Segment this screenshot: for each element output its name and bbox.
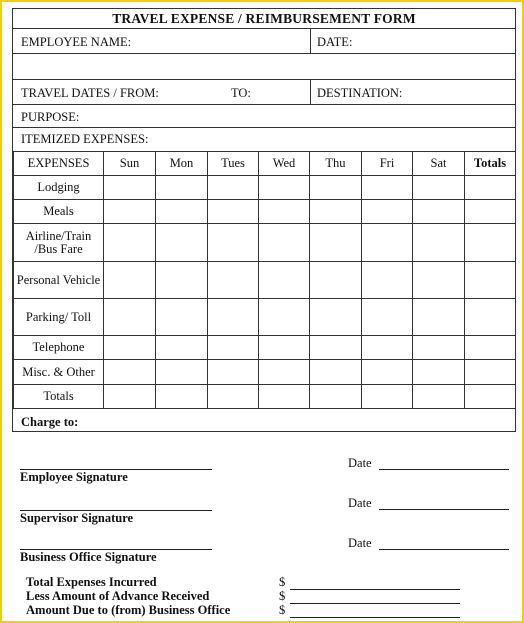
- table-cell[interactable]: [104, 176, 156, 200]
- table-cell[interactable]: [156, 224, 208, 262]
- advance-received-label: Less Amount of Advance Received: [26, 589, 210, 603]
- table-cell[interactable]: [310, 200, 362, 224]
- column-header: Thu: [310, 152, 362, 176]
- row-label: Parking/ Toll: [14, 299, 104, 336]
- total-incurred-label: Total Expenses Incurred: [26, 575, 157, 589]
- table-cell[interactable]: [413, 200, 465, 224]
- table-cell[interactable]: [465, 176, 516, 200]
- to-label: TO:: [231, 86, 251, 100]
- purpose-row: [13, 105, 515, 128]
- expense-form: [12, 8, 516, 432]
- column-header: Totals: [465, 152, 516, 176]
- travel-dates-label: TRAVEL DATES / FROM:: [21, 86, 159, 100]
- table-cell[interactable]: [156, 200, 208, 224]
- date-line-3[interactable]: [379, 549, 509, 550]
- table-row: [14, 176, 516, 200]
- currency-sign-3: $: [279, 603, 286, 617]
- table-cell[interactable]: [208, 200, 259, 224]
- table-cell[interactable]: [259, 360, 310, 385]
- date-label: DATE:: [317, 35, 353, 49]
- table-cell[interactable]: [362, 360, 413, 385]
- table-row: [14, 224, 516, 262]
- table-cell[interactable]: [310, 299, 362, 336]
- table-cell[interactable]: [413, 360, 465, 385]
- table-cell[interactable]: [208, 262, 259, 299]
- table-cell[interactable]: [310, 336, 362, 360]
- table-cell[interactable]: [465, 224, 516, 262]
- column-header: EXPENSES: [14, 152, 104, 176]
- table-cell[interactable]: [104, 360, 156, 385]
- row-label: Lodging: [14, 176, 104, 200]
- table-cell[interactable]: [310, 176, 362, 200]
- table-cell[interactable]: [413, 385, 465, 409]
- amount-due-line[interactable]: [290, 617, 460, 618]
- table-row: [14, 262, 516, 299]
- table-row: [14, 360, 516, 385]
- total-incurred-line[interactable]: [290, 589, 460, 590]
- table-cell[interactable]: [156, 385, 208, 409]
- table-cell[interactable]: [362, 262, 413, 299]
- travel-divider: [310, 80, 311, 104]
- table-cell[interactable]: [259, 385, 310, 409]
- purpose-label: PURPOSE:: [21, 110, 80, 124]
- table-cell[interactable]: [362, 176, 413, 200]
- destination-label: DESTINATION:: [317, 86, 403, 100]
- employee-signature-label: Employee Signature: [20, 470, 128, 484]
- table-row: [14, 200, 516, 224]
- employee-row: [13, 29, 515, 54]
- table-row: [14, 299, 516, 336]
- row-label: Airline/Train /Bus Fare: [14, 224, 104, 262]
- advance-received-line[interactable]: [290, 603, 460, 604]
- table-cell[interactable]: [156, 336, 208, 360]
- date-label-3: Date: [348, 536, 372, 550]
- business-office-signature-label: Business Office Signature: [20, 550, 157, 564]
- travel-dates-row: [13, 80, 515, 105]
- table-cell[interactable]: [310, 224, 362, 262]
- itemized-row: [13, 128, 515, 151]
- date-label-1: Date: [348, 456, 372, 470]
- table-cell[interactable]: [104, 200, 156, 224]
- table-cell[interactable]: [362, 224, 413, 262]
- row-label: Personal Vehicle: [14, 262, 104, 299]
- table-cell[interactable]: [465, 336, 516, 360]
- table-cell[interactable]: [156, 262, 208, 299]
- employee-divider: [310, 29, 311, 53]
- table-cell[interactable]: [362, 200, 413, 224]
- table-cell[interactable]: [104, 385, 156, 409]
- table-cell[interactable]: [413, 262, 465, 299]
- table-cell[interactable]: [104, 299, 156, 336]
- row-label: Meals: [14, 200, 104, 224]
- table-cell[interactable]: [362, 336, 413, 360]
- row-label: Telephone: [14, 336, 104, 360]
- table-cell[interactable]: [465, 385, 516, 409]
- row-label: Totals: [14, 385, 104, 409]
- date-line-1[interactable]: [379, 469, 509, 470]
- table-cell[interactable]: [208, 336, 259, 360]
- table-cell[interactable]: [208, 224, 259, 262]
- table-cell[interactable]: [413, 224, 465, 262]
- table-cell[interactable]: [465, 360, 516, 385]
- employee-name-label: EMPLOYEE NAME:: [21, 35, 132, 49]
- table-cell[interactable]: [208, 176, 259, 200]
- blank-row[interactable]: [13, 54, 515, 80]
- table-cell[interactable]: [465, 262, 516, 299]
- supervisor-signature-label: Supervisor Signature: [20, 511, 134, 525]
- table-cell[interactable]: [104, 336, 156, 360]
- table-cell[interactable]: [104, 224, 156, 262]
- column-header: Sun: [104, 152, 156, 176]
- table-cell[interactable]: [259, 336, 310, 360]
- table-cell[interactable]: [362, 299, 413, 336]
- table-cell[interactable]: [208, 385, 259, 409]
- table-cell[interactable]: [156, 299, 208, 336]
- table-cell[interactable]: [259, 299, 310, 336]
- table-header-row: [14, 152, 516, 176]
- table-cell[interactable]: [413, 336, 465, 360]
- column-header: Sat: [413, 152, 465, 176]
- expense-table: [13, 151, 516, 409]
- column-header: Wed: [259, 152, 310, 176]
- table-row: [14, 336, 516, 360]
- currency-sign-2: $: [279, 589, 286, 603]
- table-cell[interactable]: [104, 262, 156, 299]
- table-cell[interactable]: [413, 176, 465, 200]
- itemized-label: ITEMIZED EXPENSES:: [21, 132, 149, 146]
- table-cell[interactable]: [465, 200, 516, 224]
- date-line-2[interactable]: [379, 509, 509, 510]
- table-cell[interactable]: [310, 385, 362, 409]
- title-row: [13, 9, 515, 29]
- column-header: Tues: [208, 152, 259, 176]
- table-cell[interactable]: [259, 224, 310, 262]
- table-cell[interactable]: [310, 262, 362, 299]
- column-header: Mon: [156, 152, 208, 176]
- table-cell[interactable]: [465, 299, 516, 336]
- currency-sign-1: $: [279, 575, 286, 589]
- table-cell[interactable]: [208, 299, 259, 336]
- table-cell[interactable]: [259, 200, 310, 224]
- table-cell[interactable]: [310, 360, 362, 385]
- table-cell[interactable]: [362, 385, 413, 409]
- date-label-2: Date: [348, 496, 372, 510]
- row-label: Misc. & Other: [14, 360, 104, 385]
- form-title: TRAVEL EXPENSE / REIMBURSEMENT FORM: [112, 11, 416, 26]
- column-header: Fri: [362, 152, 413, 176]
- amount-due-label: Amount Due to (from) Business Office: [26, 603, 231, 617]
- charge-to-label: Charge to:: [21, 415, 79, 429]
- table-cell[interactable]: [156, 176, 208, 200]
- table-cell[interactable]: [259, 262, 310, 299]
- table-cell[interactable]: [413, 299, 465, 336]
- table-cell[interactable]: [259, 176, 310, 200]
- table-row: [14, 385, 516, 409]
- table-cell[interactable]: [156, 360, 208, 385]
- table-cell[interactable]: [208, 360, 259, 385]
